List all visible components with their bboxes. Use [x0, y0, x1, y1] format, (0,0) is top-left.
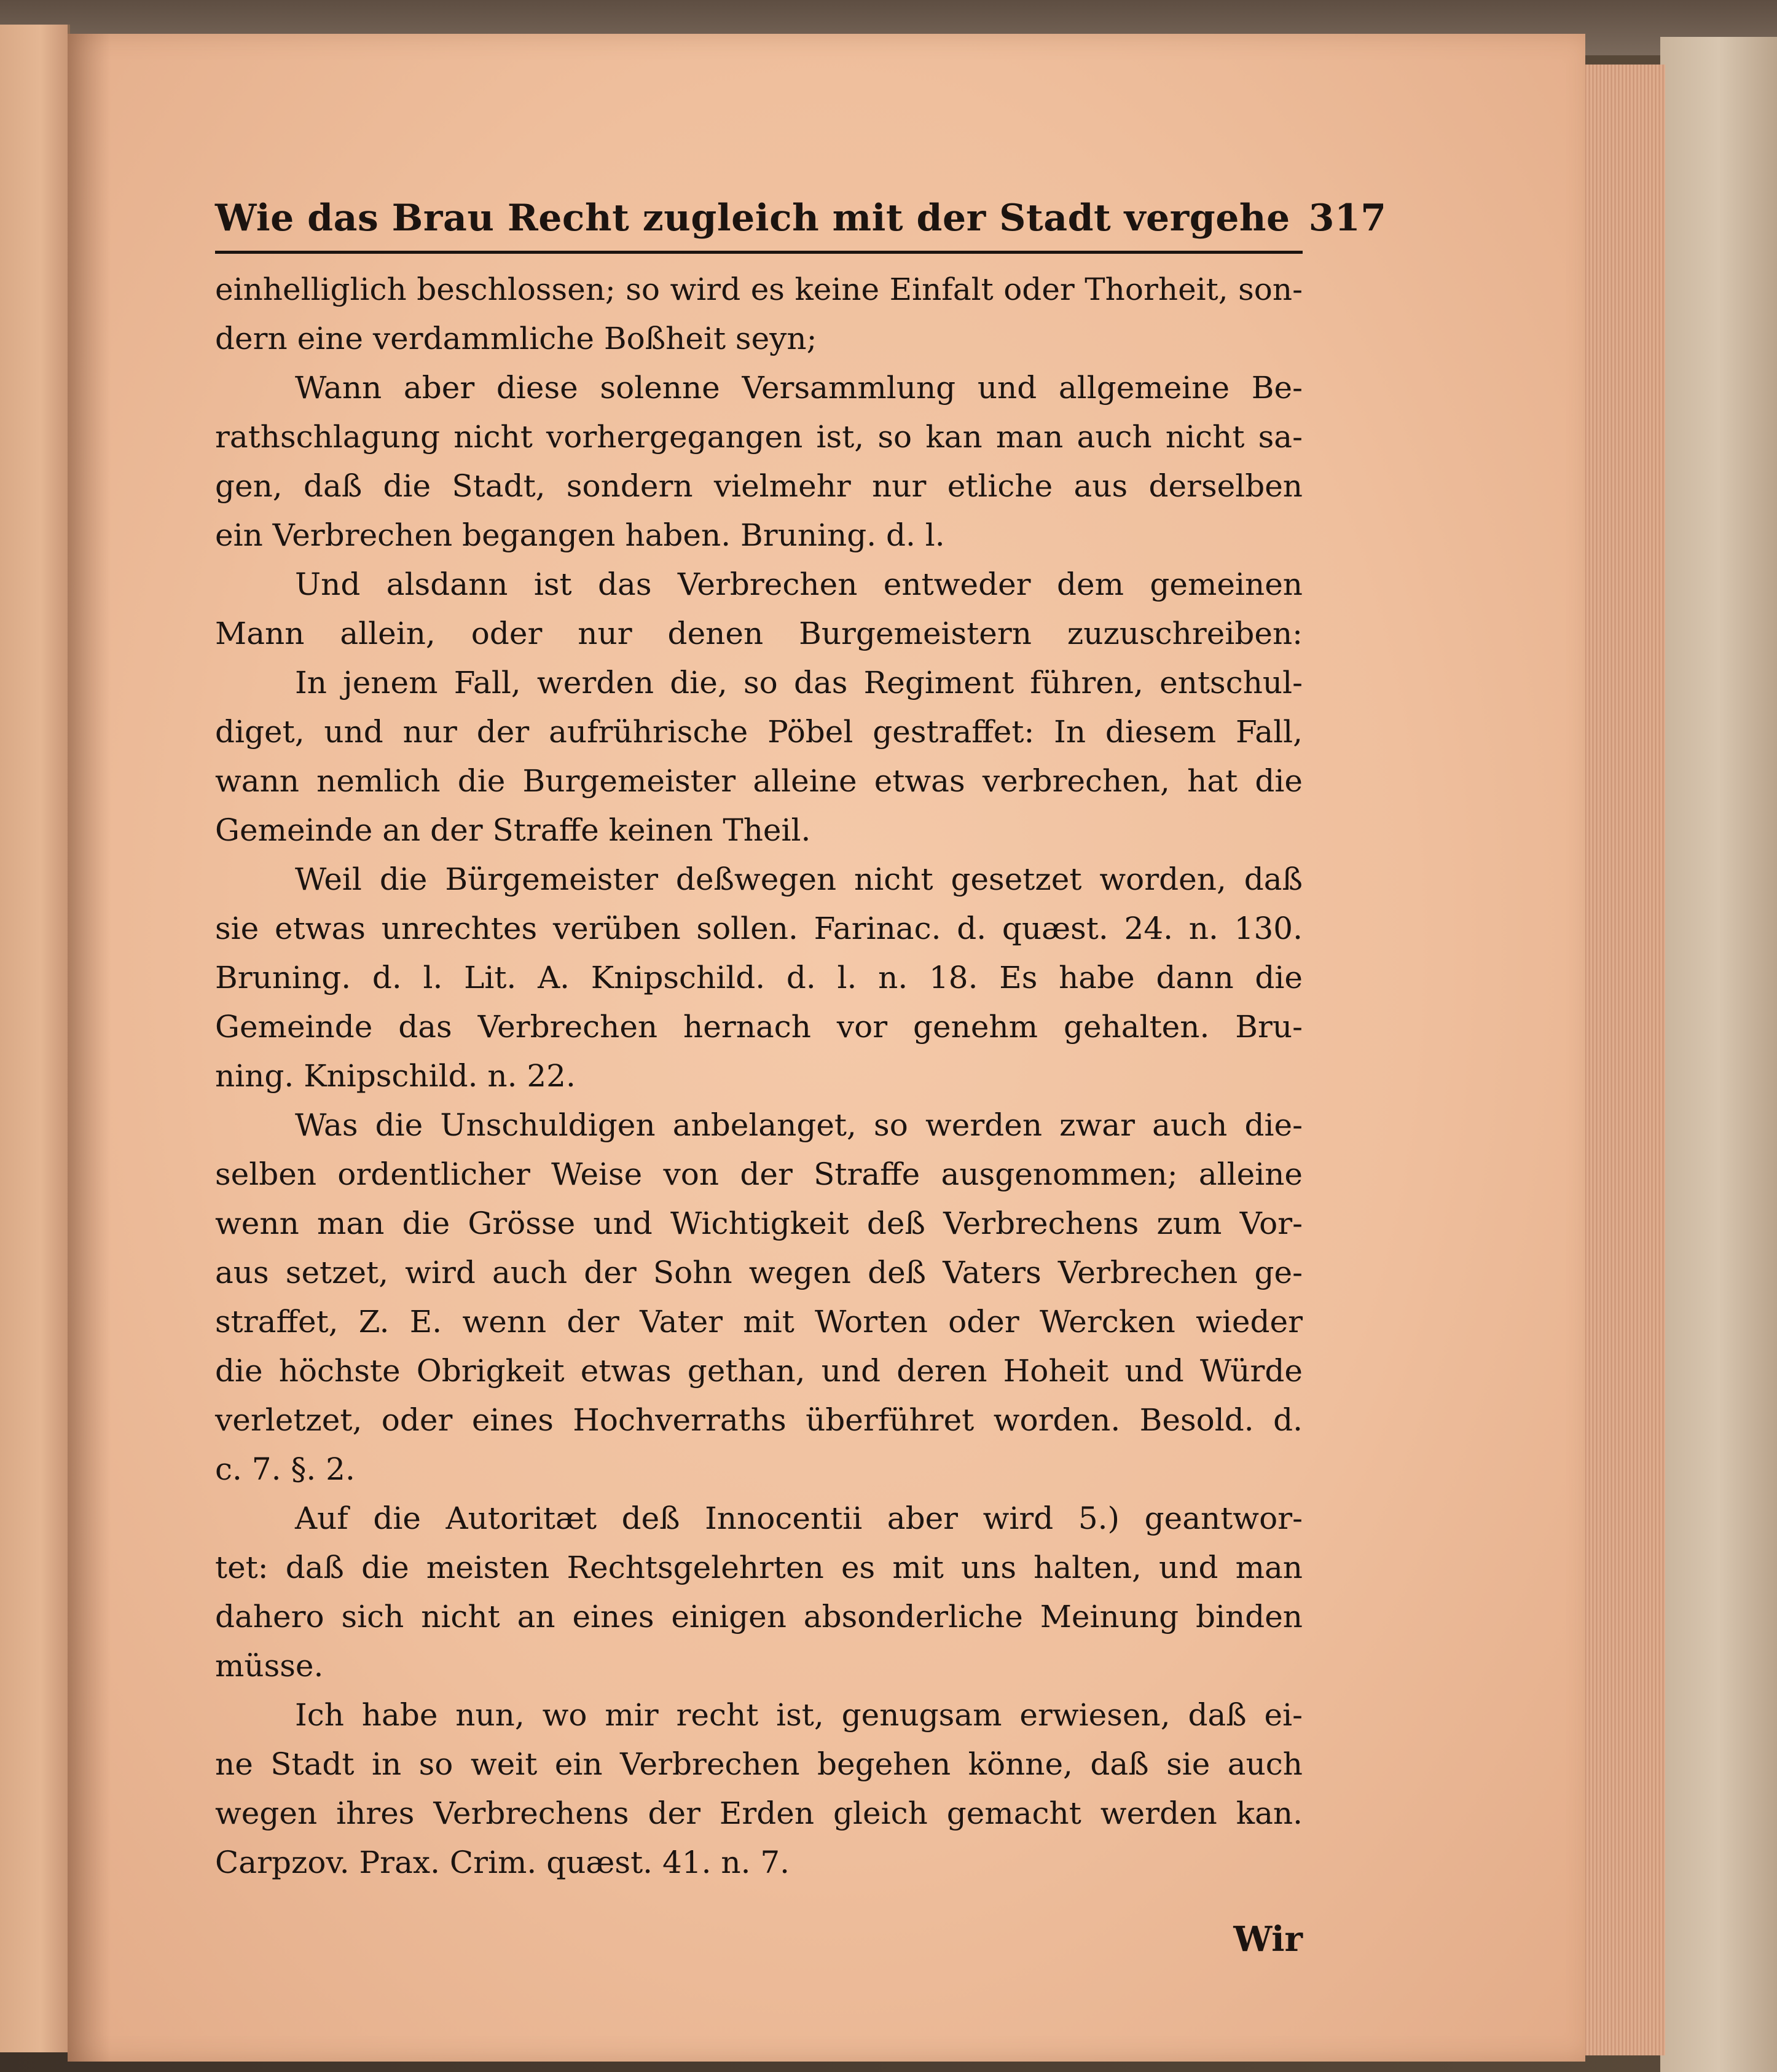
text-line: Carpzov. Prax. Crim. quæst. 41. n. 7.: [215, 1845, 790, 1880]
text-line: rathschlagung nicht vorhergegangen ist, so kan man auch nicht sa-: [215, 419, 1303, 455]
text-line: selben ordentlicher Weise von der Straffe ausgenommen; alleine: [215, 1156, 1303, 1192]
text-line: aus setzet, wird auch der Sohn wegen deß Vaters Verbrechen ge-: [215, 1255, 1303, 1290]
text-line: sie etwas unrechtes verüben sollen. Farinac. d. quæst. 24. n. 130.: [215, 911, 1303, 946]
text-line: c. 7. §. 2.: [215, 1451, 355, 1487]
text-line: tet: daß die meisten Rechtsgelehrten es mit uns halten, und man: [215, 1550, 1303, 1585]
text-line: ning. Knipschild. n. 22.: [215, 1058, 576, 1094]
text-line: Was die Unschuldigen anbelanget, so werden zwar auch die-: [295, 1107, 1303, 1143]
text-line: Weil die Bürgemeister deßwegen nicht gesetzet worden, daß: [295, 861, 1303, 897]
text-line: Gemeinde das Verbrechen hernach vor genehm gehalten. Bru-: [215, 1009, 1303, 1045]
text-line: dern eine verdammliche Boßheit seyn;: [215, 321, 817, 356]
text-line: ein Verbrechen begangen haben. Bruning. d. l.: [215, 517, 945, 553]
text-line: straffet, Z. E. wenn der Vater mit Worten oder Wercken wieder: [215, 1304, 1303, 1340]
text-line: dahero sich nicht an eines einigen absonderliche Meinung binden: [215, 1599, 1303, 1634]
text-line: ne Stadt in so weit ein Verbrechen begehen könne, daß sie auch: [215, 1746, 1303, 1782]
text-line: müsse.: [215, 1648, 324, 1684]
text-line: wann nemlich die Burgemeister alleine etwas verbrechen, hat die: [215, 763, 1303, 799]
book-cover-right: [1660, 37, 1777, 2072]
text-block: [215, 197, 1387, 1967]
text-line: Wann aber diese solenne Versammlung und allgemeine Be-: [295, 370, 1303, 406]
facing-page-edge: [0, 25, 70, 2052]
running-head: [215, 197, 1387, 245]
text-line: In jenem Fall, werden die, so das Regiment führen, entschul-: [295, 665, 1303, 700]
text-line: Ich habe nun, wo mir recht ist, genugsam erwiesen, daß ei-: [295, 1697, 1303, 1733]
text-line: Gemeinde an der Straffe keinen Theil.: [215, 812, 811, 848]
catchword: Wir: [1233, 1919, 1303, 1960]
text-line: einhelliglich beschlossen; so wird es keine Einfalt oder Thorheit, son-: [215, 272, 1303, 307]
text-line: gen, daß die Stadt, sondern vielmehr nur etliche aus derselben: [215, 468, 1303, 504]
text-line: Mann allein, oder nur denen Burgemeistern zuzuschreiben:: [215, 616, 1303, 651]
text-line: diget, und nur der aufrührische Pöbel gestraffet: In diesem Fall,: [215, 714, 1303, 750]
text-line: Und alsdann ist das Verbrechen entweder dem gemeinen: [295, 567, 1303, 602]
text-line: wenn man die Grösse und Wichtigkeit deß Verbrechens zum Vor-: [215, 1206, 1303, 1241]
page-edges: [1582, 65, 1665, 2055]
gutter-shadow: [68, 34, 111, 2062]
text-line: wegen ihres Verbrechens der Erden gleich gemacht werden kan.: [215, 1795, 1303, 1831]
page-number: 317: [1308, 197, 1387, 240]
text-line: die höchste Obrigkeit etwas gethan, und deren Hoheit und Würde: [215, 1353, 1303, 1389]
header-rule: [215, 251, 1303, 254]
running-head-title: Wie das Brau Recht zugleich mit der Stadt vergehe: [215, 197, 1290, 240]
text-line: Auf die Autoritæt deß Innocentii aber wird 5.) geantwor-: [295, 1501, 1303, 1536]
text-line: verletzet, oder eines Hochverraths überführet worden. Besold. d.: [215, 1402, 1303, 1438]
text-line: Bruning. d. l. Lit. A. Knipschild. d. l. n. 18. Es habe dann die: [215, 960, 1303, 995]
